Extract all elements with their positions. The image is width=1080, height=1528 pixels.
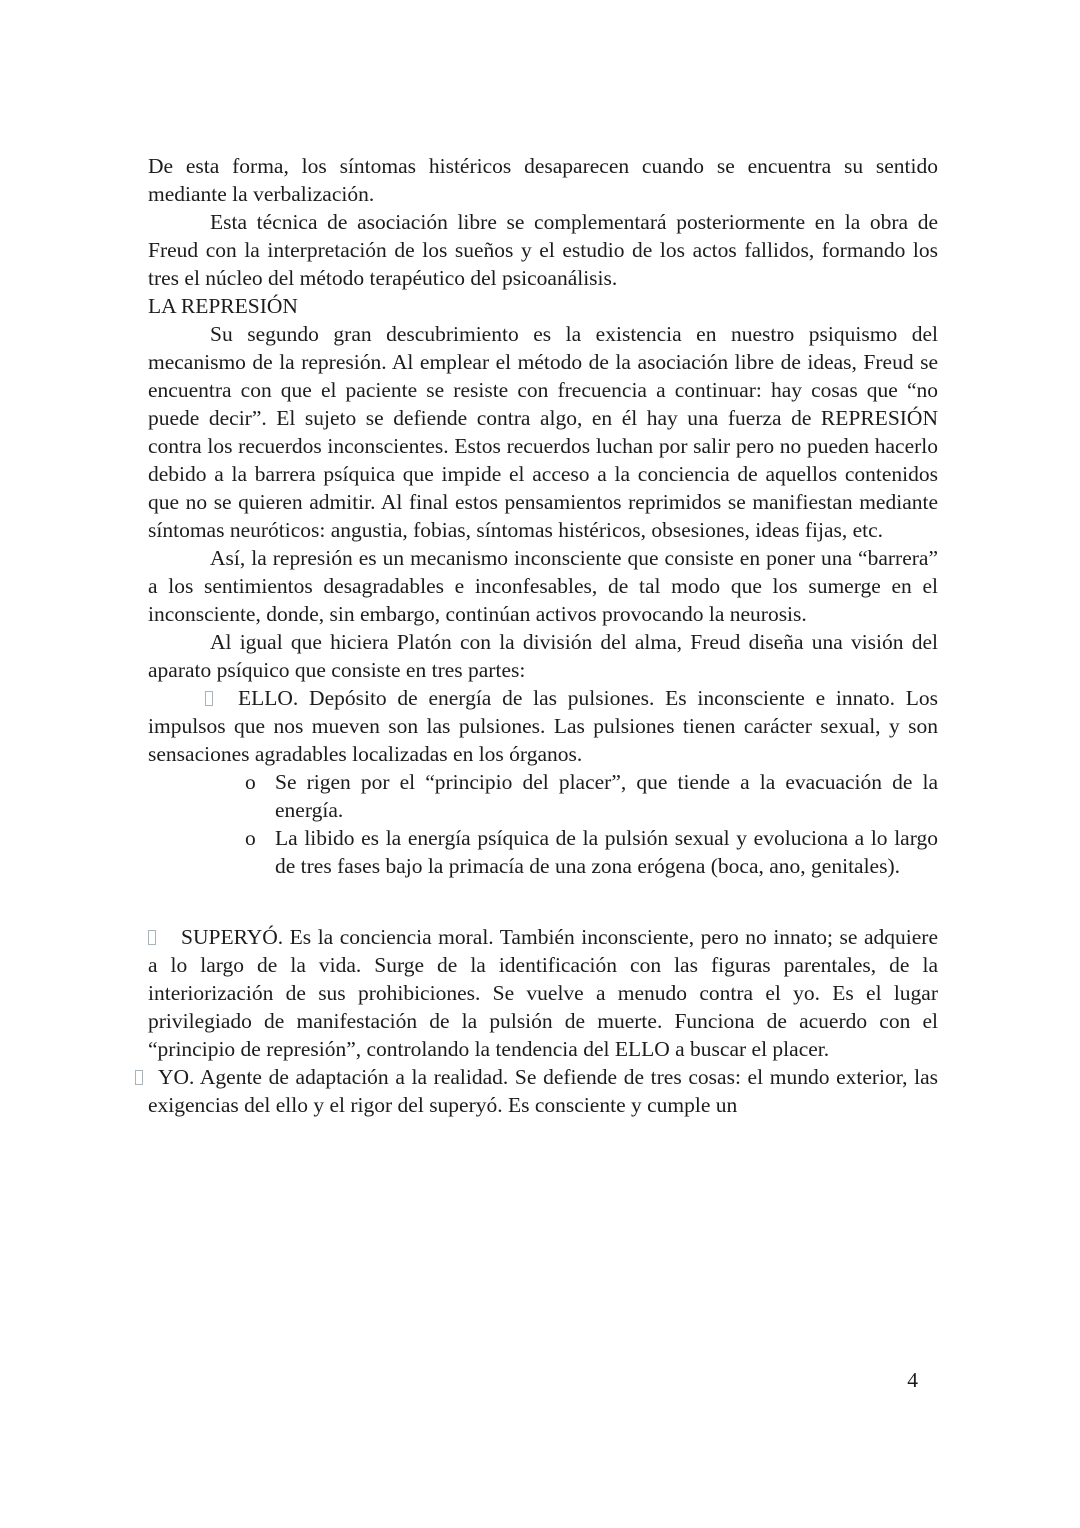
missing-glyph-bullet-icon: [148, 930, 156, 945]
section-heading-la-represion: LA REPRESIÓN: [148, 294, 298, 318]
page-number: 4: [907, 1368, 918, 1392]
list-item-superyo: [148, 923, 938, 1063]
paragraph-sintomas-histericos: De esta forma, los síntomas histéricos desaparecen cuando se encuentra su sentido mediante la verbalización.: [148, 154, 938, 206]
sub-list-item-text: La libido es la energía psíquica de la pulsión sexual y evoluciona a lo largo de tres fases bajo la primacía de una zona erógena (boca, ano, genitales).: [275, 826, 938, 878]
sub-list-item-libido: [245, 824, 938, 880]
missing-glyph-bullet-icon: [135, 1070, 143, 1085]
sub-list-item-text: Se rigen por el “principio del placer”, que tiende a la evacuación de la energía.: [275, 770, 938, 822]
missing-glyph-bullet-icon: [205, 691, 213, 706]
list-item-yo-text: YO. Agente de adaptación a la realidad. Se defiende de tres cosas: el mundo exterior, las exigencias del ello y el rigor del superyó. Es consciente y cumple un: [148, 1065, 938, 1117]
sub-bullet-list: [245, 768, 938, 880]
paragraph-represion-mecanismo: Así, la represión es un mecanismo inconsciente que consiste en poner una “barrera” a los sentimientos desagradables e inconfesables, de tal modo que los sumerge en el inconsciente, donde, sin embargo, continúan activos provocando la neurosis.: [148, 546, 938, 626]
paragraph-platon-tres-partes: Al igual que hiciera Platón con la división del alma, Freud diseña una visión del aparato psíquico que consiste en tres partes:: [148, 630, 938, 682]
circle-bullet-marker: o: [245, 826, 256, 850]
list-item-ello-text: ELLO. Depósito de energía de las pulsiones. Es inconsciente e innato. Los impulsos que nos mueven son las pulsiones. Las pulsiones tienen carácter sexual, y son sensaciones agradables localizadas en los órganos.: [148, 686, 938, 766]
list-item-yo: [148, 1063, 938, 1119]
list-item-ello: [148, 684, 938, 768]
circle-bullet-marker: o: [245, 770, 256, 794]
paragraph-segundo-descubrimiento: Su segundo gran descubrimiento es la existencia en nuestro psiquismo del mecanismo de la represión. Al emplear el método de la asociación libre de ideas, Freud se encuentra con que el paciente se resiste con frecuencia a continuar: hay cosas que “no puede decir”. El sujeto se defiende contra algo, en él hay una fuerza de REPRESIÓN contra los recuerdos inconscientes. Estos recuerdos luchan por salir pero no pueden hacerlo debido a la barrera psíquica que impide el acceso a la conciencia de aquellos contenidos que no se quieren admitir. Al final estos pensamientos reprimidos se manifiestan mediante síntomas neuróticos: angustia, fobias, síntomas histéricos, obsesiones, ideas fijas, etc.: [148, 322, 938, 542]
sub-list-item-principio-placer: [245, 768, 938, 824]
text-body: [148, 152, 938, 1119]
list-item-superyo-text: SUPERYÓ. Es la conciencia moral. También inconsciente, pero no innato; se adquiere a lo largo de la vida. Surge de la identificación con las figuras parentales, de la interiorización de sus prohibiciones. Se vuelve a menudo contra el yo. Es el lugar privilegiado de manifestación de la pulsión de muerte. Funciona de acuerdo con el “principio de represión”, controlando la tendencia del ELLO a buscar el placer.: [148, 925, 938, 1061]
paragraph-tecnica-asociacion-libre: Esta técnica de asociación libre se complementará posteriormente en la obra de Freud con la interpretación de los sueños y el estudio de los actos fallidos, formando los tres el núcleo del método terapéutico del psicoanálisis.: [148, 210, 938, 290]
